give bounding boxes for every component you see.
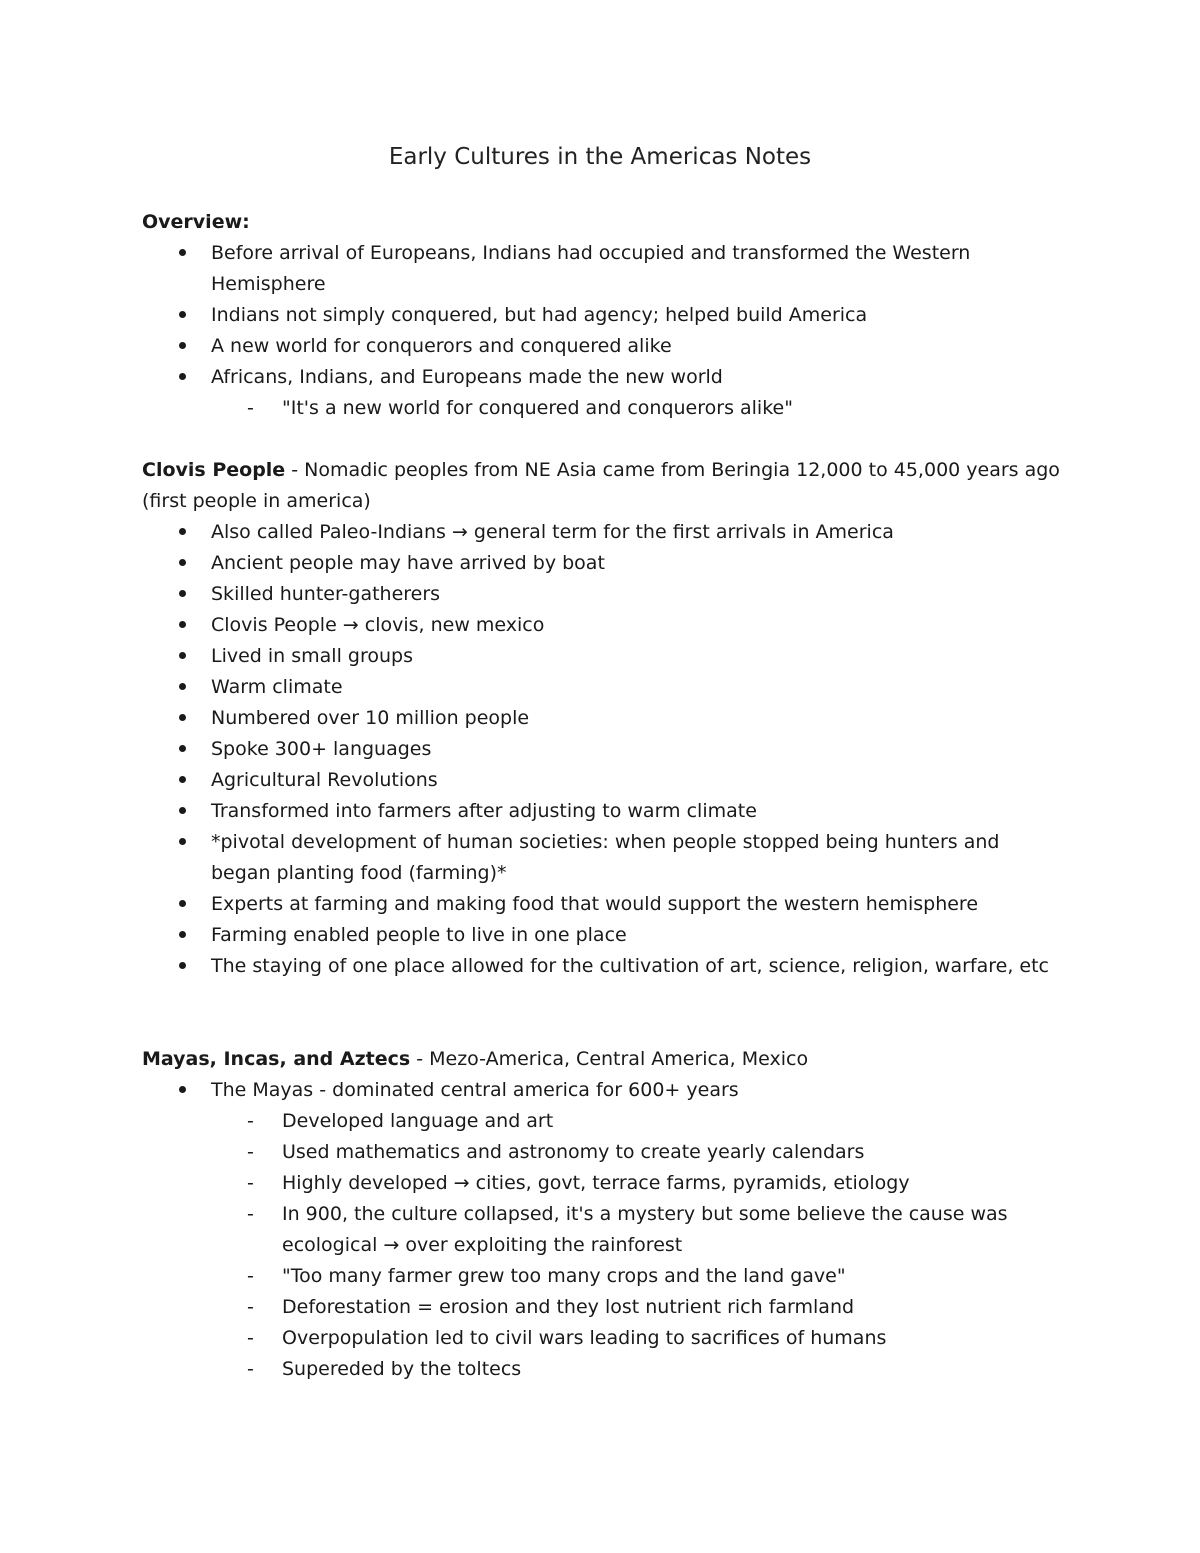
list-item: Africans, Indians, and Europeans made the new world xyxy=(142,362,1062,393)
list-item: Clovis People → clovis, new mexico xyxy=(142,610,1062,641)
sub-list-item: - Supereded by the toltecs xyxy=(142,1354,1062,1385)
sub-list-item: - Deforestation = erosion and they lost nutrient rich farmland xyxy=(142,1292,1062,1323)
list-item: *pivotal development of human societies: when people stopped being hunters and began planting food (farming)* xyxy=(142,827,1062,889)
list-item: Transformed into farmers after adjusting to warm climate xyxy=(142,796,1062,827)
sub-list-item: - Used mathematics and astronomy to create yearly calendars xyxy=(142,1137,1062,1168)
overview-heading-line xyxy=(142,207,1062,238)
clovis-intro: - Nomadic peoples from NE Asia came from Beringia 12,000 to 45,000 years ago (first people in america) xyxy=(142,459,1060,512)
overview-bullet-list xyxy=(142,238,1062,393)
list-item: The staying of one place allowed for the cultivation of art, science, religion, warfare, etc xyxy=(142,951,1062,982)
list-item: Indians not simply conquered, but had agency; helped build America xyxy=(142,300,1062,331)
sub-list-item: - Developed language and art xyxy=(142,1106,1062,1137)
list-item: Farming enabled people to live in one place xyxy=(142,920,1062,951)
list-item: Numbered over 10 million people xyxy=(142,703,1062,734)
list-item: The Mayas - dominated central america for 600+ years xyxy=(142,1075,1062,1106)
list-item: Warm climate xyxy=(142,672,1062,703)
mayas-section xyxy=(142,1044,1062,1385)
clovis-heading-line xyxy=(142,455,1062,517)
list-item: Agricultural Revolutions xyxy=(142,765,1062,796)
list-item: Ancient people may have arrived by boat xyxy=(142,548,1062,579)
mayas-intro: - Mezo-America, Central America, Mexico xyxy=(410,1048,809,1070)
list-item: Lived in small groups xyxy=(142,641,1062,672)
mayas-heading-line xyxy=(142,1044,1062,1075)
list-item: Skilled hunter-gatherers xyxy=(142,579,1062,610)
clovis-section xyxy=(142,455,1062,982)
list-item: A new world for conquerors and conquered alike xyxy=(142,331,1062,362)
list-item: Before arrival of Europeans, Indians had occupied and transformed the Western Hemisphere xyxy=(142,238,1062,300)
sub-list-item: - "Too many farmer grew too many crops and the land gave" xyxy=(142,1261,1062,1292)
sub-list-item: - "It's a new world for conquered and conquerors alike" xyxy=(142,393,1062,424)
mayas-bullet-list xyxy=(142,1075,1062,1106)
mayas-sub-list xyxy=(142,1106,1062,1385)
list-item: Spoke 300+ languages xyxy=(142,734,1062,765)
list-item: Also called Paleo-Indians → general term for the first arrivals in America xyxy=(142,517,1062,548)
sub-list-item: - In 900, the culture collapsed, it's a mystery but some believe the cause was ecological → over exploiting the rainforest xyxy=(142,1199,1062,1261)
document-title: Early Cultures in the Americas Notes xyxy=(388,144,812,170)
overview-sub-list xyxy=(142,393,1062,424)
overview-section xyxy=(142,207,1062,424)
sub-list-item: - Highly developed → cities, govt, terrace farms, pyramids, etiology xyxy=(142,1168,1062,1199)
clovis-heading: Clovis People xyxy=(142,459,286,481)
list-item: Experts at farming and making food that would support the western hemisphere xyxy=(142,889,1062,920)
overview-heading: Overview: xyxy=(142,211,250,233)
clovis-bullet-list xyxy=(142,517,1062,982)
mayas-heading: Mayas, Incas, and Aztecs xyxy=(142,1048,411,1070)
sub-list-item: - Overpopulation led to civil wars leading to sacrifices of humans xyxy=(142,1323,1062,1354)
